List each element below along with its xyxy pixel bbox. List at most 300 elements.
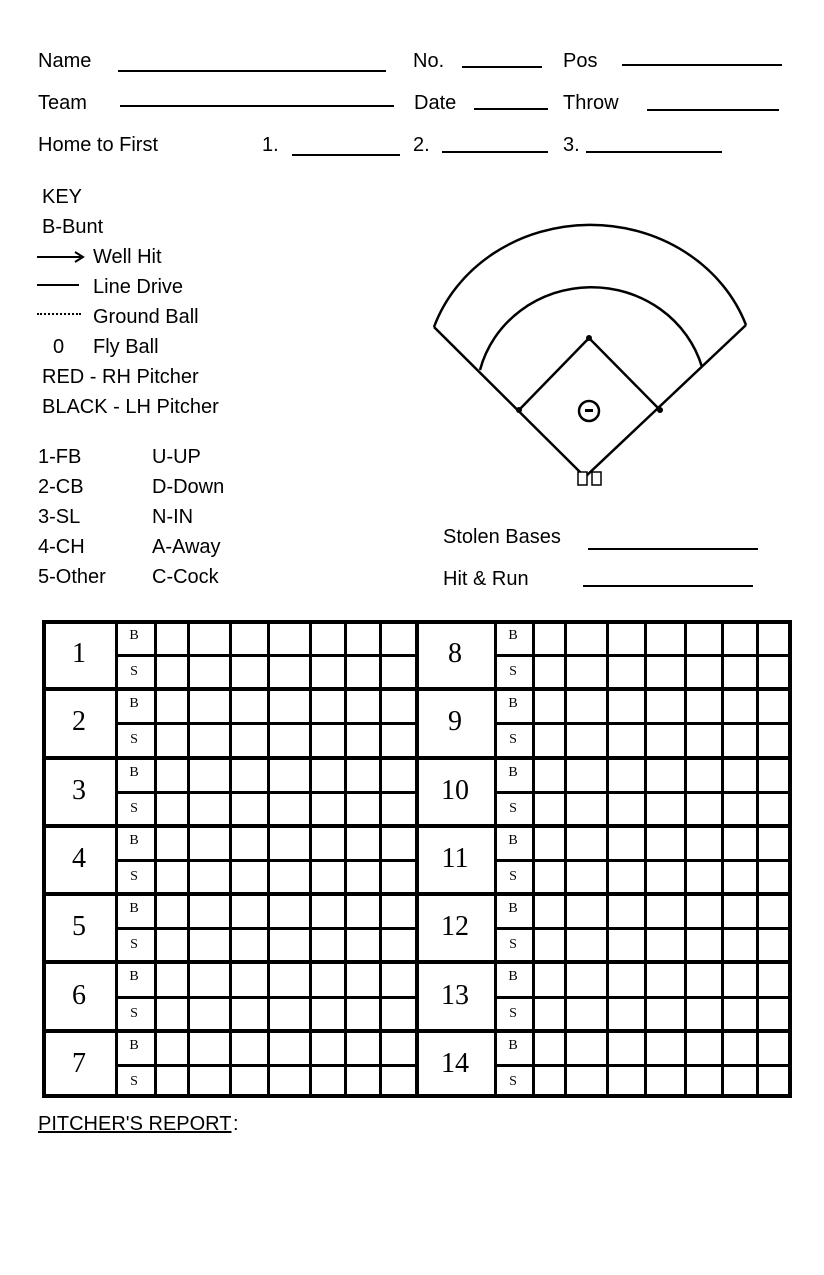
pitch-cell-ball[interactable]	[189, 690, 227, 720]
key-black: BLACK - LH Pitcher	[42, 396, 219, 418]
pitch-cell-ball[interactable]	[608, 963, 642, 993]
pitch-cell-strike[interactable]	[269, 929, 307, 959]
pitch-cell-strike[interactable]	[686, 929, 719, 959]
batter-box-left-icon	[578, 472, 587, 485]
pitch-cell-strike[interactable]	[231, 861, 265, 891]
pitch-cell-strike[interactable]	[311, 998, 342, 1028]
batter-number: 13	[441, 979, 469, 1011]
pitch-cell-strike[interactable]	[608, 724, 642, 754]
key-red: RED - RH Pitcher	[42, 366, 199, 388]
pitch-cell-strike[interactable]	[686, 724, 719, 754]
pitch-cell-ball[interactable]	[686, 1032, 719, 1062]
pitch-cell-ball[interactable]	[566, 690, 604, 720]
batter-number: 14	[441, 1047, 469, 1079]
pitch-cell-strike[interactable]	[723, 793, 754, 823]
pitch-cell-ball[interactable]	[311, 963, 342, 993]
batter-number: 11	[441, 843, 469, 874]
pitch-cell-strike[interactable]	[686, 1066, 719, 1096]
pitch-cell-ball[interactable]	[156, 963, 185, 993]
pitch-cell-ball[interactable]	[758, 622, 789, 652]
pitch-cell-strike[interactable]	[758, 724, 789, 754]
time-1-field[interactable]	[292, 154, 400, 156]
pitch-cell-ball[interactable]	[381, 827, 412, 857]
strike-label: S	[130, 664, 138, 680]
pitch-cell-ball[interactable]	[231, 895, 265, 925]
pitch-cell-strike[interactable]	[686, 998, 719, 1028]
pitch-cell-strike[interactable]	[231, 929, 265, 959]
pitch-cell-ball[interactable]	[723, 1032, 754, 1062]
pitchers-report-label: PITCHER'S REPORT	[38, 1113, 232, 1135]
pitch-cell-ball[interactable]	[381, 963, 412, 993]
pitch-cell-strike[interactable]	[686, 656, 719, 686]
pitch-cell-strike[interactable]	[231, 793, 265, 823]
baseball-field-diagram[interactable]	[420, 190, 760, 490]
pitch-cell-ball[interactable]	[381, 622, 412, 652]
key-line-drive: Line Drive	[93, 276, 184, 298]
pitch-location: D-Down	[152, 476, 225, 498]
pitch-cell-ball[interactable]	[346, 963, 377, 993]
pitch-cell-ball[interactable]	[269, 1032, 307, 1062]
pitch-cell-ball[interactable]	[608, 690, 642, 720]
pitch-cell-strike[interactable]	[534, 656, 562, 686]
pitch-cell-strike[interactable]	[646, 998, 682, 1028]
pitch-cell-ball[interactable]	[156, 690, 185, 720]
pitch-cell-ball[interactable]	[534, 827, 562, 857]
pitch-cell-strike[interactable]	[566, 724, 604, 754]
pitch-cell-ball[interactable]	[231, 622, 265, 652]
pitch-cell-strike[interactable]	[156, 998, 185, 1028]
pitch-cell-ball[interactable]	[231, 759, 265, 789]
column-divider	[115, 894, 118, 960]
pitch-location: A-Away	[152, 536, 221, 558]
batter-number: 5	[72, 911, 86, 943]
pitch-cell-ball[interactable]	[269, 690, 307, 720]
home-to-first-label: Home to First	[38, 134, 159, 156]
throw-field[interactable]	[647, 109, 779, 111]
key-ground-ball: Ground Ball	[93, 306, 199, 328]
pitch-cell-strike[interactable]	[346, 861, 377, 891]
pitch-cell-ball[interactable]	[686, 759, 719, 789]
pitch-cell-ball[interactable]	[646, 690, 682, 720]
pitch-cell-strike[interactable]	[269, 656, 307, 686]
pitch-cell-strike[interactable]	[381, 1066, 412, 1096]
batter-number: 8	[448, 638, 462, 670]
pitch-chart-grid[interactable]	[42, 620, 792, 1098]
pitch-cell-strike[interactable]	[346, 793, 377, 823]
strike-label: S	[130, 937, 138, 953]
pitch-cell-strike[interactable]	[686, 861, 719, 891]
pitch-cell-strike[interactable]	[646, 724, 682, 754]
pitch-type: 2-CB	[38, 476, 84, 498]
strike-label: S	[130, 732, 138, 748]
pitch-cell-strike[interactable]	[269, 861, 307, 891]
pitch-cell-strike[interactable]	[646, 1066, 682, 1096]
column-divider	[115, 689, 118, 755]
strike-label: S	[509, 937, 517, 953]
pitch-cell-ball[interactable]	[566, 895, 604, 925]
date-field[interactable]	[474, 108, 548, 110]
pitch-cell-strike[interactable]	[189, 929, 227, 959]
pitch-cell-ball[interactable]	[566, 622, 604, 652]
hit-and-run-field[interactable]	[583, 585, 753, 587]
pitch-cell-strike[interactable]	[231, 998, 265, 1028]
pitch-cell-ball[interactable]	[156, 1032, 185, 1062]
pitch-type: 1-FB	[38, 446, 82, 468]
pitch-cell-ball[interactable]	[534, 895, 562, 925]
pitch-cell-strike[interactable]	[346, 1066, 377, 1096]
pitch-cell-ball[interactable]	[646, 827, 682, 857]
pitch-location: C-Cock	[152, 566, 219, 588]
pitch-cell-strike[interactable]	[189, 724, 227, 754]
pitch-cell-ball[interactable]	[189, 963, 227, 993]
batter-number: 3	[72, 774, 86, 806]
pitch-cell-strike[interactable]	[608, 929, 642, 959]
column-divider	[115, 1031, 118, 1097]
pitch-cell-strike[interactable]	[646, 861, 682, 891]
infield-arc	[480, 287, 702, 370]
pitch-cell-strike[interactable]	[686, 793, 719, 823]
column-divider	[494, 962, 497, 1028]
column-divider	[494, 1031, 497, 1097]
column-divider	[494, 826, 497, 892]
pitch-cell-ball[interactable]	[189, 827, 227, 857]
column-divider	[494, 894, 497, 960]
pitch-cell-ball[interactable]	[758, 759, 789, 789]
pitch-cell-ball[interactable]	[566, 963, 604, 993]
pitch-cell-strike[interactable]	[566, 929, 604, 959]
pitch-cell-ball[interactable]	[723, 622, 754, 652]
pitch-cell-strike[interactable]	[231, 656, 265, 686]
pitch-cell-ball[interactable]	[686, 895, 719, 925]
pitch-cell-ball[interactable]	[686, 622, 719, 652]
ball-label: B	[508, 1037, 518, 1053]
ball-label: B	[129, 1037, 139, 1053]
pitch-cell-ball[interactable]	[566, 827, 604, 857]
pitch-cell-ball[interactable]	[723, 827, 754, 857]
arrow-icon	[37, 248, 85, 264]
fly-ball-symbol: 0	[53, 336, 65, 358]
pitch-cell-strike[interactable]	[269, 724, 307, 754]
pitch-cell-strike[interactable]	[311, 656, 342, 686]
team-label: Team	[38, 92, 87, 114]
pitch-cell-strike[interactable]	[381, 929, 412, 959]
pitch-cell-strike[interactable]	[534, 1066, 562, 1096]
pitch-cell-strike[interactable]	[311, 929, 342, 959]
pitch-cell-ball[interactable]	[346, 759, 377, 789]
pitch-cell-ball[interactable]	[381, 1032, 412, 1062]
pitch-cell-ball[interactable]	[608, 759, 642, 789]
pitch-cell-strike[interactable]	[381, 724, 412, 754]
pitch-cell-ball[interactable]	[686, 827, 719, 857]
outfield-fence	[434, 225, 746, 327]
pitch-cell-strike[interactable]	[381, 861, 412, 891]
ball-label: B	[508, 832, 518, 848]
strike-label: S	[130, 800, 138, 816]
pitch-cell-strike[interactable]	[156, 861, 185, 891]
solid-line-icon	[37, 284, 79, 286]
column-divider	[115, 758, 118, 824]
pitch-cell-ball[interactable]	[534, 622, 562, 652]
strike-label: S	[509, 1005, 517, 1021]
first-base-icon	[657, 407, 663, 413]
grid-divider	[415, 624, 419, 1094]
pitch-cell-ball[interactable]	[723, 963, 754, 993]
pitch-cell-ball[interactable]	[189, 895, 227, 925]
pitch-location: N-IN	[152, 506, 194, 528]
batter-number: 12	[441, 911, 469, 943]
pitch-location: U-UP	[152, 446, 201, 468]
key-well-hit: Well Hit	[93, 246, 162, 268]
pitch-cell-ball[interactable]	[269, 895, 307, 925]
pitch-cell-ball[interactable]	[608, 827, 642, 857]
ball-label: B	[129, 901, 139, 917]
pitch-cell-ball[interactable]	[311, 622, 342, 652]
pitch-cell-ball[interactable]	[646, 963, 682, 993]
pitch-cell-ball[interactable]	[156, 827, 185, 857]
pitch-cell-strike[interactable]	[311, 793, 342, 823]
column-divider	[494, 621, 497, 687]
pitch-cell-strike[interactable]	[608, 1066, 642, 1096]
no-label: No.	[413, 50, 445, 72]
pitch-cell-strike[interactable]	[723, 1066, 754, 1096]
pitch-cell-ball[interactable]	[758, 1032, 789, 1062]
pitch-cell-ball[interactable]	[566, 759, 604, 789]
pitch-cell-ball[interactable]	[346, 690, 377, 720]
pitch-cell-ball[interactable]	[758, 963, 789, 993]
pitch-cell-strike[interactable]	[723, 998, 754, 1028]
pitch-cell-ball[interactable]	[231, 1032, 265, 1062]
pitch-cell-strike[interactable]	[566, 1066, 604, 1096]
pitch-cell-strike[interactable]	[156, 656, 185, 686]
strike-label: S	[509, 664, 517, 680]
pitch-cell-strike[interactable]	[381, 656, 412, 686]
pitch-cell-ball[interactable]	[723, 690, 754, 720]
pitch-cell-strike[interactable]	[189, 861, 227, 891]
pitch-cell-strike[interactable]	[381, 793, 412, 823]
column-divider	[115, 621, 118, 687]
pitch-cell-ball[interactable]	[381, 895, 412, 925]
batter-number: 2	[72, 706, 86, 738]
pitch-cell-strike[interactable]	[231, 724, 265, 754]
pitch-cell-strike[interactable]	[566, 656, 604, 686]
pitch-cell-strike[interactable]	[758, 1066, 789, 1096]
pitch-cell-ball[interactable]	[346, 895, 377, 925]
pitch-cell-strike[interactable]	[758, 929, 789, 959]
third-base-icon	[516, 407, 522, 413]
pitch-cell-ball[interactable]	[311, 895, 342, 925]
pitch-cell-ball[interactable]	[346, 622, 377, 652]
pitch-cell-strike[interactable]	[758, 998, 789, 1028]
ball-label: B	[129, 969, 139, 985]
pitch-type: 4-CH	[38, 536, 85, 558]
time-1-label: 1.	[262, 134, 279, 156]
strike-label: S	[509, 869, 517, 884]
pitch-cell-strike[interactable]	[346, 724, 377, 754]
pitch-cell-strike[interactable]	[346, 656, 377, 686]
ball-label: B	[129, 628, 139, 643]
pitch-cell-ball[interactable]	[758, 895, 789, 925]
pitch-cell-strike[interactable]	[608, 793, 642, 823]
stolen-bases-field[interactable]	[588, 548, 758, 550]
column-divider	[494, 689, 497, 755]
batter-number: 10	[441, 774, 469, 806]
pitch-cell-ball[interactable]	[269, 963, 307, 993]
strike-label: S	[130, 1073, 138, 1089]
column-divider	[494, 758, 497, 824]
pitch-cell-ball[interactable]	[646, 759, 682, 789]
pitch-cell-strike[interactable]	[608, 656, 642, 686]
pitch-cell-ball[interactable]	[269, 827, 307, 857]
pitch-cell-ball[interactable]	[608, 895, 642, 925]
pitch-cell-ball[interactable]	[346, 827, 377, 857]
hit-and-run-label: Hit & Run	[443, 568, 529, 590]
dotted-line-icon	[37, 313, 81, 315]
pitch-cell-strike[interactable]	[189, 656, 227, 686]
strike-label: S	[509, 800, 517, 816]
pitch-cell-ball[interactable]	[534, 759, 562, 789]
pitch-cell-strike[interactable]	[311, 861, 342, 891]
ball-label: B	[129, 696, 139, 712]
pitch-cell-ball[interactable]	[646, 622, 682, 652]
pitch-cell-ball[interactable]	[156, 895, 185, 925]
pitch-cell-ball[interactable]	[686, 690, 719, 720]
pitch-cell-strike[interactable]	[534, 861, 562, 891]
time-3-label: 3.	[563, 134, 580, 156]
pitch-cell-strike[interactable]	[189, 998, 227, 1028]
pitch-cell-strike[interactable]	[566, 998, 604, 1028]
pitch-cell-strike[interactable]	[646, 656, 682, 686]
pitch-cell-strike[interactable]	[231, 1066, 265, 1096]
pitch-type: 5-Other	[38, 566, 106, 588]
pitch-cell-strike[interactable]	[156, 724, 185, 754]
pitch-cell-ball[interactable]	[646, 1032, 682, 1062]
pitch-cell-strike[interactable]	[156, 793, 185, 823]
throw-label: Throw	[563, 92, 619, 114]
pitch-cell-strike[interactable]	[608, 861, 642, 891]
ball-label: B	[508, 901, 518, 917]
pitch-cell-ball[interactable]	[534, 1032, 562, 1062]
pitch-cell-ball[interactable]	[723, 759, 754, 789]
pitch-cell-ball[interactable]	[311, 827, 342, 857]
pitch-cell-ball[interactable]	[231, 690, 265, 720]
pos-field[interactable]	[622, 64, 782, 66]
pitch-cell-strike[interactable]	[758, 656, 789, 686]
name-label: Name	[38, 50, 92, 72]
pitch-cell-ball[interactable]	[646, 895, 682, 925]
pitch-cell-strike[interactable]	[269, 1066, 307, 1096]
batter-box-right-icon	[592, 472, 601, 485]
pitch-cell-strike[interactable]	[189, 793, 227, 823]
pitch-cell-ball[interactable]	[311, 1032, 342, 1062]
pitch-cell-ball[interactable]	[723, 895, 754, 925]
pitch-cell-strike[interactable]	[566, 793, 604, 823]
pitch-cell-strike[interactable]	[723, 861, 754, 891]
pitch-cell-strike[interactable]	[566, 861, 604, 891]
colon: :	[233, 1113, 239, 1135]
pitch-cell-ball[interactable]	[311, 759, 342, 789]
pitch-cell-ball[interactable]	[758, 690, 789, 720]
pitch-cell-ball[interactable]	[534, 690, 562, 720]
pitch-cell-strike[interactable]	[156, 929, 185, 959]
pitch-cell-ball[interactable]	[608, 622, 642, 652]
pitch-cell-ball[interactable]	[381, 759, 412, 789]
pitch-cell-strike[interactable]	[723, 656, 754, 686]
ball-label: B	[508, 628, 518, 643]
second-base-icon	[586, 335, 592, 341]
pitch-cell-strike[interactable]	[723, 929, 754, 959]
pitch-cell-strike[interactable]	[311, 724, 342, 754]
pitch-cell-strike[interactable]	[269, 998, 307, 1028]
time-2-field[interactable]	[442, 151, 548, 153]
pitch-cell-ball[interactable]	[608, 1032, 642, 1062]
pitch-cell-ball[interactable]	[311, 690, 342, 720]
pitch-cell-strike[interactable]	[608, 998, 642, 1028]
pitch-cell-ball[interactable]	[156, 622, 185, 652]
ball-label: B	[508, 969, 518, 985]
pitch-cell-ball[interactable]	[269, 622, 307, 652]
pitch-cell-strike[interactable]	[723, 724, 754, 754]
pitch-cell-strike[interactable]	[346, 929, 377, 959]
pitch-cell-strike[interactable]	[646, 929, 682, 959]
pitch-cell-ball[interactable]	[381, 690, 412, 720]
pitch-cell-strike[interactable]	[534, 724, 562, 754]
pitch-cell-ball[interactable]	[534, 963, 562, 993]
pitch-cell-ball[interactable]	[566, 1032, 604, 1062]
time-3-field[interactable]	[586, 151, 722, 153]
pitch-cell-ball[interactable]	[231, 827, 265, 857]
ball-label: B	[508, 696, 518, 712]
pitch-cell-strike[interactable]	[156, 1066, 185, 1096]
name-field[interactable]	[118, 70, 386, 72]
pitch-cell-strike[interactable]	[189, 1066, 227, 1096]
pitch-cell-ball[interactable]	[189, 1032, 227, 1062]
batter-number: 4	[72, 843, 86, 874]
pitch-cell-strike[interactable]	[534, 929, 562, 959]
pitch-cell-ball[interactable]	[156, 759, 185, 789]
pitch-cell-strike[interactable]	[269, 793, 307, 823]
pitch-cell-strike[interactable]	[311, 1066, 342, 1096]
pitch-cell-strike[interactable]	[534, 998, 562, 1028]
pitch-cell-ball[interactable]	[686, 963, 719, 993]
column-divider	[115, 826, 118, 892]
batter-number: 9	[448, 706, 462, 738]
pitch-cell-ball[interactable]	[346, 1032, 377, 1062]
ball-label: B	[129, 832, 139, 848]
pitch-cell-strike[interactable]	[758, 793, 789, 823]
base-paths	[519, 338, 660, 410]
stolen-bases-label: Stolen Bases	[443, 526, 561, 548]
pitch-cell-ball[interactable]	[269, 759, 307, 789]
pitch-cell-ball[interactable]	[758, 827, 789, 857]
batter-number: 6	[72, 979, 86, 1011]
pitch-cell-strike[interactable]	[534, 793, 562, 823]
pitch-cell-strike[interactable]	[381, 998, 412, 1028]
key-title: KEY	[42, 186, 83, 208]
pitch-cell-strike[interactable]	[758, 861, 789, 891]
strike-label: S	[130, 1005, 138, 1021]
pitch-cell-ball[interactable]	[231, 963, 265, 993]
strike-label: S	[130, 869, 138, 884]
team-field[interactable]	[120, 105, 394, 107]
pitch-cell-strike[interactable]	[646, 793, 682, 823]
pitch-cell-ball[interactable]	[189, 622, 227, 652]
ball-label: B	[129, 764, 139, 780]
pitch-cell-strike[interactable]	[346, 998, 377, 1028]
no-field[interactable]	[462, 66, 542, 68]
pitch-cell-ball[interactable]	[189, 759, 227, 789]
date-label: Date	[414, 92, 457, 114]
column-divider	[115, 962, 118, 1028]
